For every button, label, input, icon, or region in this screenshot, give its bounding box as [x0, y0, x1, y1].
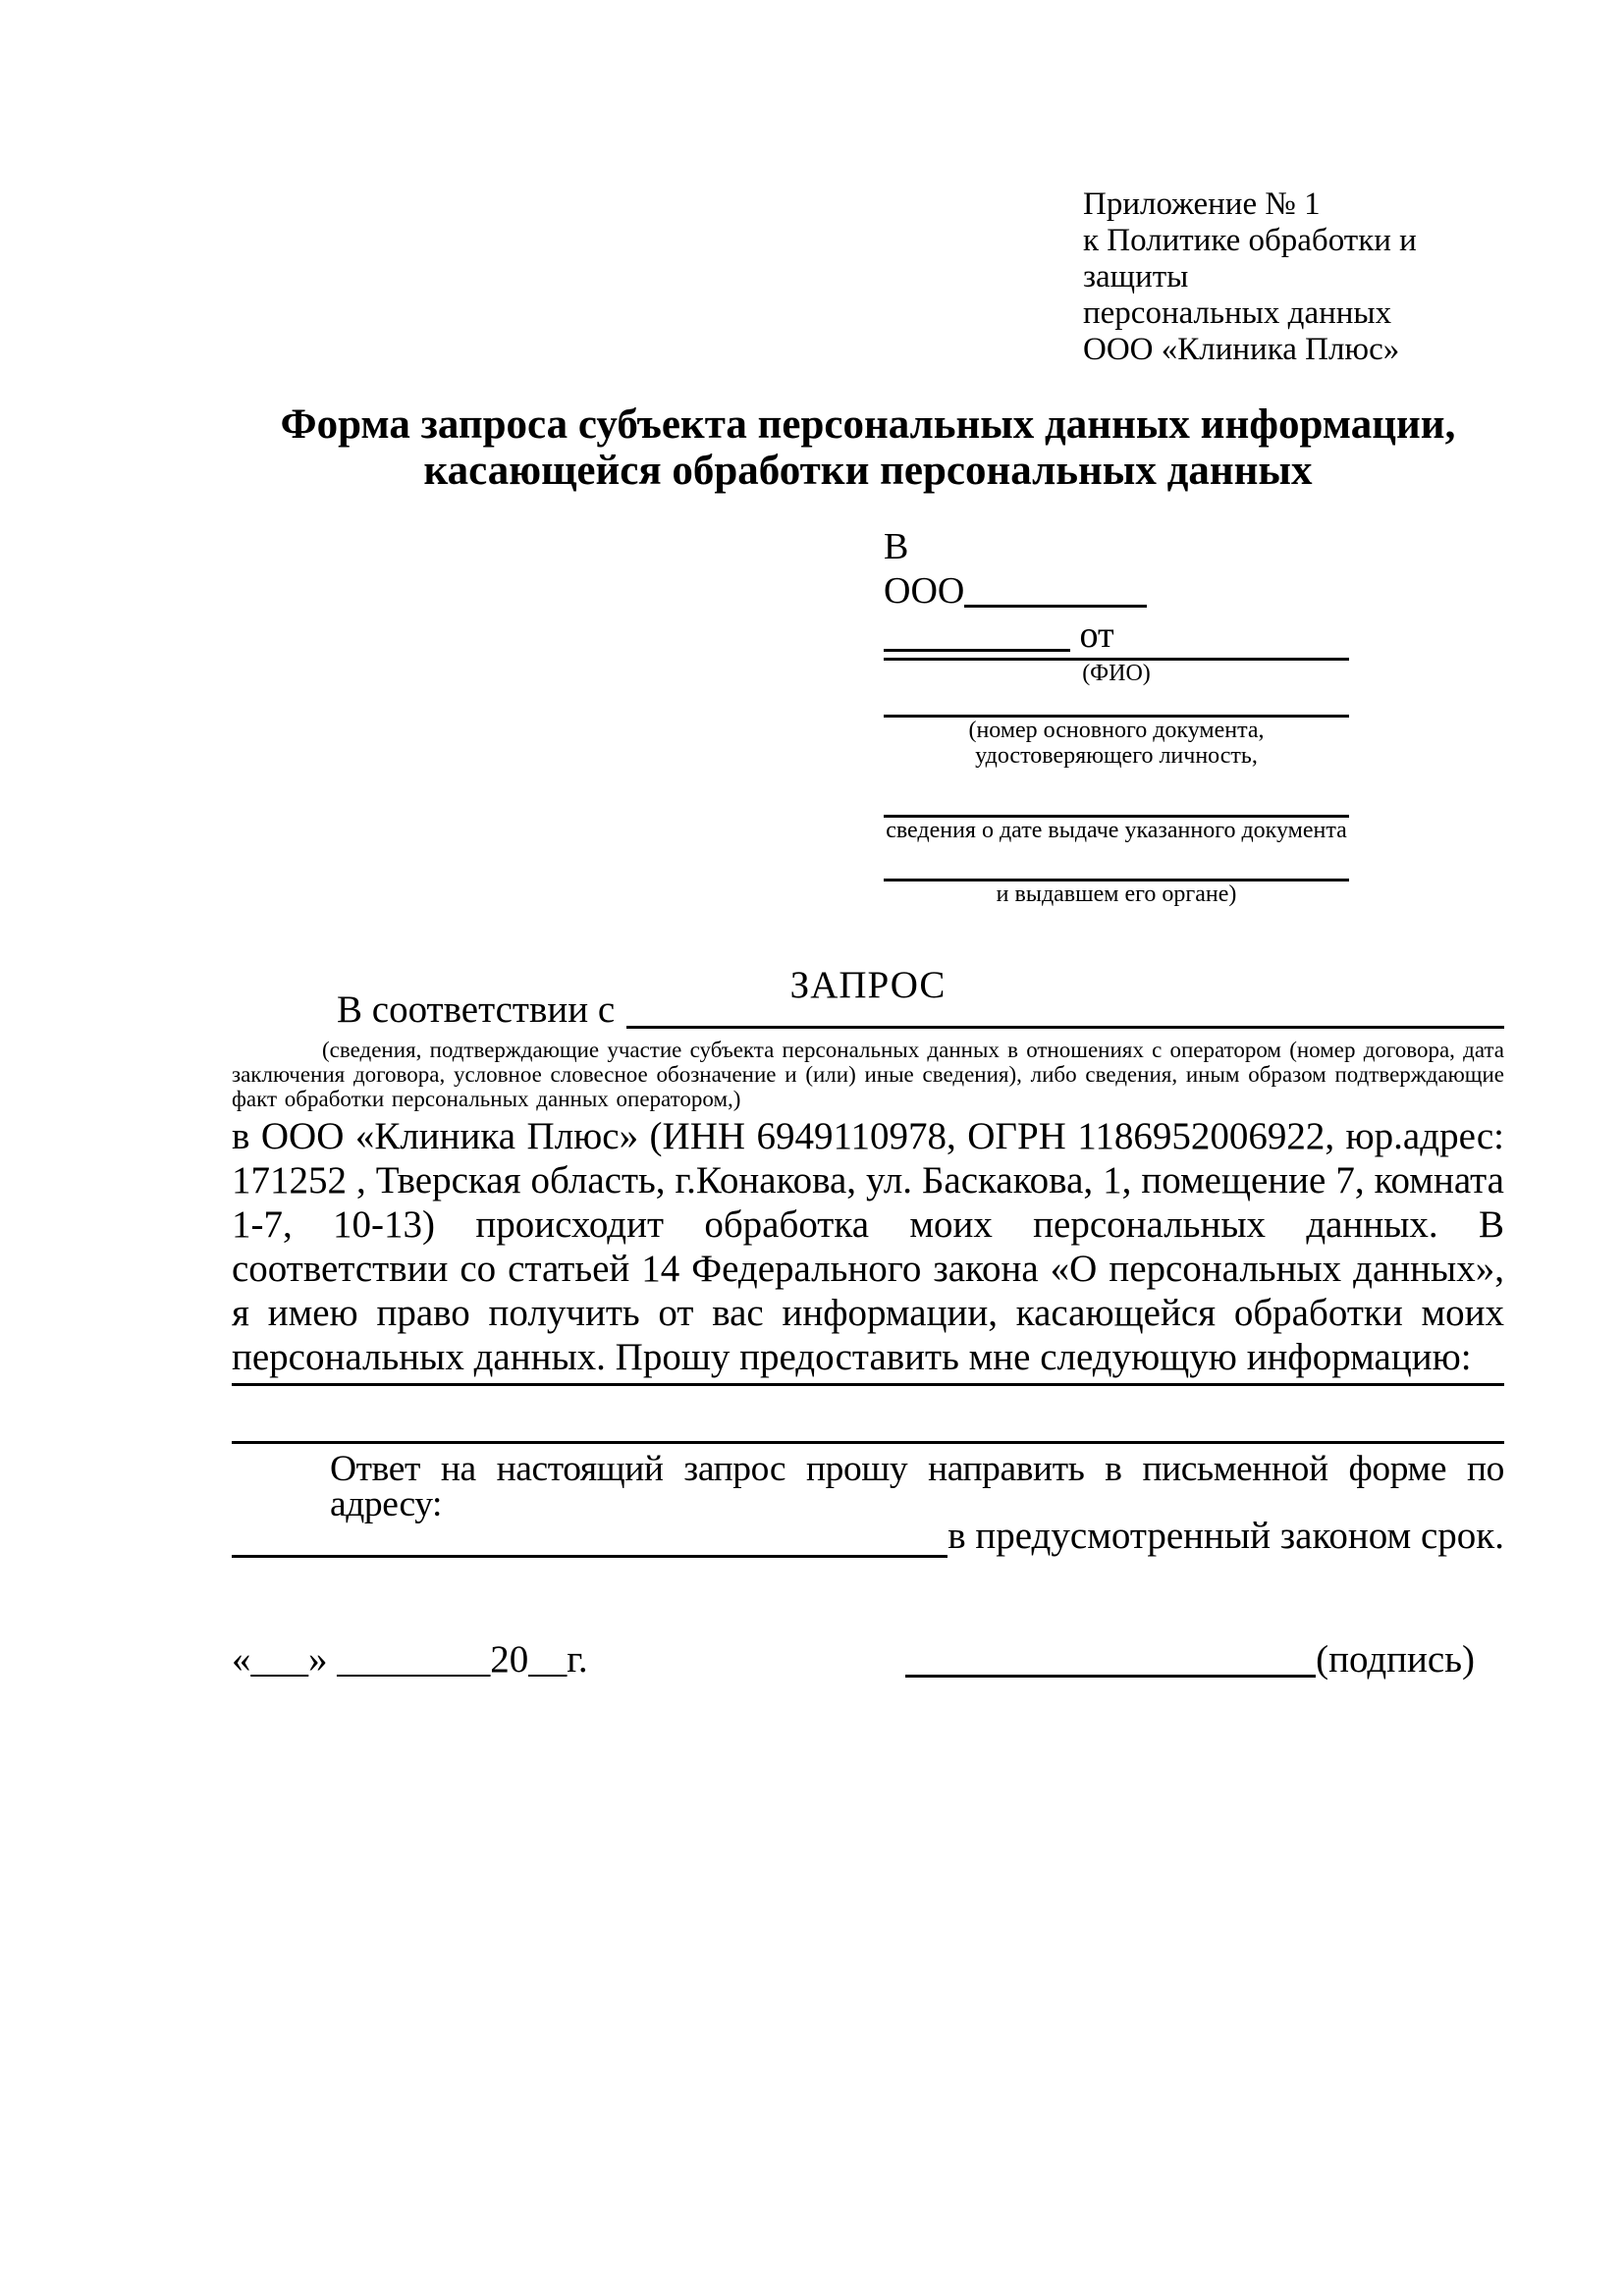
issuing-authority-field — [884, 879, 1349, 907]
info-blank-line-2[interactable] — [232, 1441, 1504, 1444]
org-name-blank[interactable] — [964, 605, 1147, 608]
appendix-line: к Политике обработки и защиты — [1083, 223, 1417, 294]
fio-caption: (ФИО) — [1082, 661, 1151, 686]
address-blank-line[interactable] — [232, 1555, 947, 1558]
footer-row — [232, 1640, 1504, 1682]
page-content — [232, 0, 1504, 1682]
from-label: от — [1079, 614, 1114, 656]
fio-field — [884, 658, 1349, 686]
addressee-from-row — [884, 614, 1349, 658]
sender-name-blank[interactable] — [884, 649, 1070, 652]
document-number-field — [884, 715, 1349, 769]
signature-caption: (подпись) — [1316, 1638, 1475, 1681]
title-line: Форма запроса субъекта персональных данных информации, — [280, 401, 1456, 448]
intro-text: В соответствии с — [337, 988, 616, 1031]
issue-date-field — [884, 815, 1349, 843]
note-text: (сведения, подтверждающие участие субъекта персональных данных в отношениях с оператором (номер договора, дата заключения договора, условное словесное обозначение и (или) иные сведения), либо сведения, иным образом подтверждающие факт обработки персональных данных оператором,) — [232, 1038, 1504, 1111]
appendix-line: ООО «Клиника Плюс» — [1083, 332, 1400, 367]
issue-date-caption: сведения о дате выдаче указанного документа — [886, 818, 1347, 843]
title-line: касающейся обработки персональных данных — [423, 448, 1313, 494]
signature-blank-line[interactable] — [905, 1675, 1316, 1678]
addressee-org-row — [884, 569, 1349, 614]
issuing-authority-caption: и выдавшем его органе) — [996, 881, 1237, 907]
org-prefix: ООО — [884, 570, 965, 612]
addressee-block — [884, 525, 1349, 907]
reply-suffix: в предусмотренный законом срок. — [947, 1515, 1504, 1557]
basis-blank-line[interactable] — [626, 1026, 1504, 1029]
reply-address-row — [232, 1515, 1504, 1558]
reply-text-line: Ответ на настоящий запрос прошу направить в письменной форме по адресу: — [330, 1449, 1504, 1524]
request-body: в ООО «Клиника Плюс» (ИНН 6949110978, ОГРН 1186952006922, юр.адрес: 171252 , Тверская область, г.Конакова, ул. Баскакова, 1, помещение 7, комната 1-7, 10-13) происходит обработка моих персональных данных. В соответствии со статьей 14 Федерального закона «О персональных данных», я имею право получить от вас информации, касающейся обработки моих персональных данных. Прошу предоставить мне следующую информацию: — [232, 1115, 1504, 1378]
appendix-line: персональных данных — [1083, 295, 1392, 331]
document-title — [232, 401, 1504, 494]
info-blank-line-1[interactable] — [232, 1383, 1504, 1386]
date-blank[interactable]: «___» ________20__г. — [232, 1638, 588, 1681]
appendix-header — [1083, 187, 1504, 368]
document-number-caption: (номер основного документа, удостоверяющего личность, — [968, 718, 1265, 769]
request-heading: ЗАПРОС — [789, 964, 947, 1006]
addressee-to: В — [884, 526, 909, 567]
appendix-line: Приложение № 1 — [1083, 187, 1321, 222]
signature-group — [905, 1637, 1475, 1682]
